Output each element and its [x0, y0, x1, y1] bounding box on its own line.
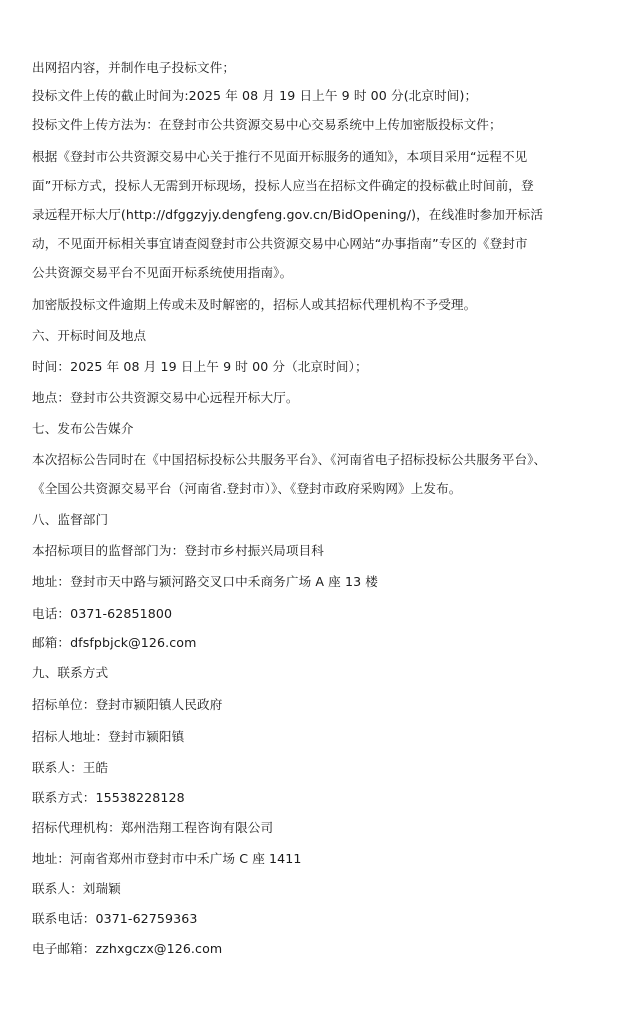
- line-12: 地点：登封市公共资源交易中心远程开标大厅。: [32, 390, 299, 405]
- line-3: 投标文件上传方法为：在登封市公共资源交易中心交易系统中上传加密版投标文件；: [32, 117, 502, 132]
- line-28: 联系人：刘瑞颖: [32, 881, 121, 896]
- section-7-heading: 七、发布公告媒介: [32, 421, 134, 436]
- section-9-heading: 九、联系方式: [32, 665, 109, 680]
- line-4: 根据《登封市公共资源交易中心关于推行不见面开标服务的通知》，本项目采用“远程不见: [32, 149, 528, 164]
- line-18: 地址：登封市天中路与颍河路交叉口中禾商务广场 A 座 13 楼: [32, 574, 379, 589]
- line-29: 联系电话：0371-62759363: [32, 911, 198, 926]
- line-25: 联系方式：15538228128: [32, 790, 185, 805]
- section-8-heading: 八、监督部门: [32, 512, 109, 527]
- line-30: 电子邮箱：zzhxgczx@126.com: [32, 941, 223, 956]
- line-6: 录远程开标大厅(http://dfggzyjy.dengfeng.gov.cn/BidOpening/)，在线准时参加开标活: [32, 207, 544, 222]
- line-11: 时间：2025 年 08 月 19 日上午 9 时 00 分（北京时间）；: [32, 359, 368, 374]
- line-23: 招标人地址：登封市颍阳镇: [32, 729, 185, 744]
- line-24: 联系人：王皓: [32, 760, 109, 775]
- line-20: 邮箱：dfsfpbjck@126.com: [32, 635, 197, 650]
- section-6-heading: 六、开标时间及地点: [32, 328, 147, 343]
- line-17: 本招标项目的监督部门为：登封市乡村振兴局项目科: [32, 543, 324, 558]
- line-2: 投标文件上传的截止时间为:2025 年 08 月 19 日上午 9 时 00 分(北京时间)；: [32, 88, 478, 103]
- line-26: 招标代理机构：郑州浩翔工程咨询有限公司: [32, 820, 274, 835]
- line-22: 招标单位：登封市颍阳镇人民政府: [32, 697, 223, 712]
- line-27: 地址：河南省郑州市登封市中禾广场 C 座 1411: [32, 851, 302, 866]
- line-7: 动，不见面开标相关事宜请查阅登封市公共资源交易中心网站“办事指南”专区的《登封市: [32, 236, 528, 251]
- line-5: 面”开标方式，投标人无需到开标现场，投标人应当在招标文件确定的投标截止时间前，登: [32, 178, 534, 193]
- line-8: 公共资源交易平台不见面开标系统使用指南》。: [32, 265, 293, 280]
- line-19: 电话：0371-62851800: [32, 606, 173, 621]
- line-14: 本次招标公告同时在《中国招标投标公共服务平台》、《河南省电子招标投标公共服务平台》、: [32, 452, 547, 467]
- line-15: 《全国公共资源交易平台（河南省.登封市）》、《登封市政府采购网》上发布。: [32, 481, 462, 496]
- line-1: 出网招内容，并制作电子投标文件；: [32, 60, 236, 75]
- line-9: 加密版投标文件逾期上传或未及时解密的，招标人或其招标代理机构不予受理。: [32, 297, 477, 312]
